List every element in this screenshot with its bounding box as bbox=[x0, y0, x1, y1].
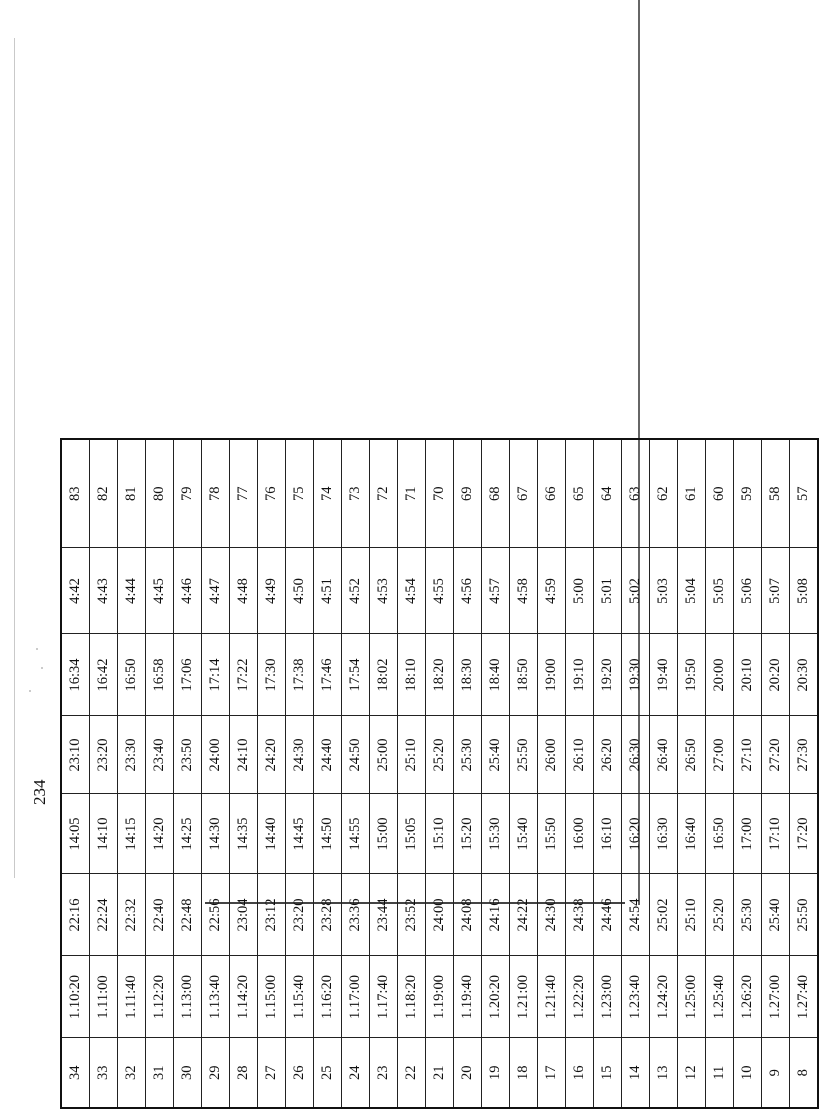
table-cell: 14:05 bbox=[61, 794, 90, 874]
table-cell: 1.15:00 bbox=[258, 956, 286, 1038]
table-cell: 14:50 bbox=[314, 794, 342, 874]
table-cell: 1.12:20 bbox=[146, 956, 174, 1038]
table-cell: 71 bbox=[398, 439, 426, 548]
scan-speck bbox=[29, 690, 31, 692]
table-cell: 25:50 bbox=[510, 716, 538, 794]
scan-edge-left bbox=[14, 38, 15, 878]
table-cell: 24:54 bbox=[622, 874, 650, 956]
table-cell: 33 bbox=[90, 1038, 118, 1108]
table-cell: 8 bbox=[790, 1038, 819, 1108]
table-cell: 26 bbox=[286, 1038, 314, 1108]
table-cell: 18:02 bbox=[370, 634, 398, 716]
table-cell: 4:44 bbox=[118, 548, 146, 634]
table-cell: 75 bbox=[286, 439, 314, 548]
table-cell: 15 bbox=[594, 1038, 622, 1108]
table-cell: 23:20 bbox=[286, 874, 314, 956]
table-cell: 28 bbox=[230, 1038, 258, 1108]
table-cell: 1.27:40 bbox=[790, 956, 819, 1038]
table-cell: 1.10:20 bbox=[61, 956, 90, 1038]
table-cell: 1.19:40 bbox=[454, 956, 482, 1038]
table-row bbox=[622, 439, 650, 1108]
table-cell: 68 bbox=[482, 439, 510, 548]
table-cell: 20:20 bbox=[762, 634, 790, 716]
table-cell: 18:50 bbox=[510, 634, 538, 716]
table-cell: 4:48 bbox=[230, 548, 258, 634]
table-cell: 23:44 bbox=[370, 874, 398, 956]
table-cell: 5:04 bbox=[678, 548, 706, 634]
table-cell: 25 bbox=[314, 1038, 342, 1108]
table-row bbox=[678, 439, 706, 1108]
table-cell: 25:10 bbox=[398, 716, 426, 794]
table-cell: 4:42 bbox=[61, 548, 90, 634]
table-cell: 19:30 bbox=[622, 634, 650, 716]
table-cell: 20:30 bbox=[790, 634, 819, 716]
table-row bbox=[650, 439, 678, 1108]
table-cell: 1.21:00 bbox=[510, 956, 538, 1038]
table-cell: 17:30 bbox=[258, 634, 286, 716]
table-cell: 24:30 bbox=[286, 716, 314, 794]
table-cell: 20:10 bbox=[734, 634, 762, 716]
table-cell: 27:10 bbox=[734, 716, 762, 794]
table-cell: 77 bbox=[230, 439, 258, 548]
table-cell: 1.14:20 bbox=[230, 956, 258, 1038]
table-cell: 21 bbox=[426, 1038, 454, 1108]
table-cell: 17:38 bbox=[286, 634, 314, 716]
table-cell: 17 bbox=[538, 1038, 566, 1108]
table-cell: 23:40 bbox=[146, 716, 174, 794]
table-row bbox=[258, 439, 286, 1108]
table-row bbox=[482, 439, 510, 1108]
table-cell: 72 bbox=[370, 439, 398, 548]
table-cell: 4:51 bbox=[314, 548, 342, 634]
rotated-page-content bbox=[30, 75, 811, 1080]
table-cell: 25:40 bbox=[762, 874, 790, 956]
table-cell: 5:08 bbox=[790, 548, 819, 634]
table-row bbox=[706, 439, 734, 1108]
table-cell: 22:40 bbox=[146, 874, 174, 956]
table-cell: 23 bbox=[370, 1038, 398, 1108]
table-cell: 25:30 bbox=[454, 716, 482, 794]
table-row bbox=[370, 439, 398, 1108]
table-cell: 27:20 bbox=[762, 716, 790, 794]
table-cell: 18:40 bbox=[482, 634, 510, 716]
table-cell: 18:20 bbox=[426, 634, 454, 716]
table-cell: 22:32 bbox=[118, 874, 146, 956]
table-cell: 4:43 bbox=[90, 548, 118, 634]
table-cell: 15:20 bbox=[454, 794, 482, 874]
table-cell: 81 bbox=[118, 439, 146, 548]
table-cell: 4:58 bbox=[510, 548, 538, 634]
table-cell: 1.16:20 bbox=[314, 956, 342, 1038]
table-cell: 4:59 bbox=[538, 548, 566, 634]
table-cell: 4:55 bbox=[426, 548, 454, 634]
table-cell: 57 bbox=[790, 439, 819, 548]
table-cell: 16:50 bbox=[118, 634, 146, 716]
table-cell: 67 bbox=[510, 439, 538, 548]
table-cell: 26:00 bbox=[538, 716, 566, 794]
table-cell: 58 bbox=[762, 439, 790, 548]
table-cell: 25:00 bbox=[370, 716, 398, 794]
table-cell: 1.22:20 bbox=[566, 956, 594, 1038]
table-cell: 4:54 bbox=[398, 548, 426, 634]
table-cell: 64 bbox=[594, 439, 622, 548]
table-cell: 24:08 bbox=[454, 874, 482, 956]
table-cell: 16:20 bbox=[622, 794, 650, 874]
table-cell: 10 bbox=[734, 1038, 762, 1108]
table-cell: 20:00 bbox=[706, 634, 734, 716]
table-cell: 17:46 bbox=[314, 634, 342, 716]
table-cell: 19:50 bbox=[678, 634, 706, 716]
table-cell: 16:50 bbox=[706, 794, 734, 874]
table-cell: 22 bbox=[398, 1038, 426, 1108]
table-row bbox=[90, 439, 118, 1108]
page-number: 234 bbox=[30, 779, 49, 805]
table-cell: 73 bbox=[342, 439, 370, 548]
table-cell: 15:10 bbox=[426, 794, 454, 874]
table-row bbox=[146, 439, 174, 1108]
table-row bbox=[174, 439, 202, 1108]
table-cell: 14:55 bbox=[342, 794, 370, 874]
table-cell: 1.27:00 bbox=[762, 956, 790, 1038]
table-cell: 25:20 bbox=[706, 874, 734, 956]
table-cell: 32 bbox=[118, 1038, 146, 1108]
scan-speck bbox=[36, 648, 38, 650]
table-cell: 17:14 bbox=[202, 634, 230, 716]
table-cell: 12 bbox=[678, 1038, 706, 1108]
table-cell: 23:20 bbox=[90, 716, 118, 794]
table-cell: 24:50 bbox=[342, 716, 370, 794]
table-cell: 1.18:20 bbox=[398, 956, 426, 1038]
table-cell: 23:04 bbox=[230, 874, 258, 956]
table-row bbox=[594, 439, 622, 1108]
table-cell: 31 bbox=[146, 1038, 174, 1108]
table-cell: 17:00 bbox=[734, 794, 762, 874]
table-cell: 78 bbox=[202, 439, 230, 548]
table-cell: 61 bbox=[678, 439, 706, 548]
table-cell: 4:45 bbox=[146, 548, 174, 634]
table-row bbox=[314, 439, 342, 1108]
table-cell: 4:56 bbox=[454, 548, 482, 634]
table-cell: 1.26:20 bbox=[734, 956, 762, 1038]
table-cell: 14:45 bbox=[286, 794, 314, 874]
table-cell: 83 bbox=[61, 439, 90, 548]
table-cell: 5:01 bbox=[594, 548, 622, 634]
table-cell: 80 bbox=[146, 439, 174, 548]
table-cell: 26:40 bbox=[650, 716, 678, 794]
table-cell: 74 bbox=[314, 439, 342, 548]
table-cell: 16:58 bbox=[146, 634, 174, 716]
table-cell: 20 bbox=[454, 1038, 482, 1108]
table-cell: 79 bbox=[174, 439, 202, 548]
table-cell: 14:25 bbox=[174, 794, 202, 874]
table-cell: 22:48 bbox=[174, 874, 202, 956]
table-cell: 23:10 bbox=[61, 716, 90, 794]
table-cell: 82 bbox=[90, 439, 118, 548]
table-cell: 18 bbox=[510, 1038, 538, 1108]
table-cell: 19:00 bbox=[538, 634, 566, 716]
table-cell: 24:00 bbox=[426, 874, 454, 956]
table-cell: 17:54 bbox=[342, 634, 370, 716]
table-cell: 24:10 bbox=[230, 716, 258, 794]
table-cell: 24:16 bbox=[482, 874, 510, 956]
table-cell: 23:50 bbox=[174, 716, 202, 794]
table-cell: 24:38 bbox=[566, 874, 594, 956]
table-cell: 5:02 bbox=[622, 548, 650, 634]
table-cell: 1.23:00 bbox=[594, 956, 622, 1038]
table-cell: 17:20 bbox=[790, 794, 819, 874]
table-cell: 15:05 bbox=[398, 794, 426, 874]
table-cell: 1.11:00 bbox=[90, 956, 118, 1038]
table-cell: 11 bbox=[706, 1038, 734, 1108]
table-cell: 24:40 bbox=[314, 716, 342, 794]
table-row bbox=[118, 439, 146, 1108]
table-cell: 17:22 bbox=[230, 634, 258, 716]
table-cell: 27:00 bbox=[706, 716, 734, 794]
table-cell: 17:10 bbox=[762, 794, 790, 874]
table-cell: 4:49 bbox=[258, 548, 286, 634]
table-cell: 65 bbox=[566, 439, 594, 548]
table-cell: 70 bbox=[426, 439, 454, 548]
table-cell: 76 bbox=[258, 439, 286, 548]
table-cell: 59 bbox=[734, 439, 762, 548]
table-cell: 25:02 bbox=[650, 874, 678, 956]
table-cell: 1.20:20 bbox=[482, 956, 510, 1038]
table-row bbox=[566, 439, 594, 1108]
table-cell: 62 bbox=[650, 439, 678, 548]
table-cell: 13 bbox=[650, 1038, 678, 1108]
table-cell: 24:22 bbox=[510, 874, 538, 956]
table-cell: 4:50 bbox=[286, 548, 314, 634]
table-row bbox=[734, 439, 762, 1108]
table-cell: 25:20 bbox=[426, 716, 454, 794]
table-cell: 16:42 bbox=[90, 634, 118, 716]
table-cell: 4:52 bbox=[342, 548, 370, 634]
table-cell: 26:20 bbox=[594, 716, 622, 794]
table-cell: 26:50 bbox=[678, 716, 706, 794]
table-cell: 4:46 bbox=[174, 548, 202, 634]
timetable bbox=[60, 438, 819, 1109]
table-cell: 1.17:00 bbox=[342, 956, 370, 1038]
table-cell: 23:36 bbox=[342, 874, 370, 956]
table-cell: 19 bbox=[482, 1038, 510, 1108]
table-cell: 16 bbox=[566, 1038, 594, 1108]
table-row bbox=[762, 439, 790, 1108]
table-cell: 23:52 bbox=[398, 874, 426, 956]
table-row bbox=[202, 439, 230, 1108]
table-cell: 25:30 bbox=[734, 874, 762, 956]
table-cell: 25:50 bbox=[790, 874, 819, 956]
table-cell: 27 bbox=[258, 1038, 286, 1108]
table-cell: 1.23:40 bbox=[622, 956, 650, 1038]
table-cell: 24:00 bbox=[202, 716, 230, 794]
table-cell: 30 bbox=[174, 1038, 202, 1108]
table-row bbox=[454, 439, 482, 1108]
table-cell: 63 bbox=[622, 439, 650, 548]
table-cell: 25:10 bbox=[678, 874, 706, 956]
table-cell: 5:00 bbox=[566, 548, 594, 634]
table-cell: 16:34 bbox=[61, 634, 90, 716]
table-cell: 19:40 bbox=[650, 634, 678, 716]
table-cell: 1.11:40 bbox=[118, 956, 146, 1038]
table-cell: 26:30 bbox=[622, 716, 650, 794]
table-cell: 14:30 bbox=[202, 794, 230, 874]
table-cell: 27:30 bbox=[790, 716, 819, 794]
table-cell: 17:06 bbox=[174, 634, 202, 716]
table-cell: 5:07 bbox=[762, 548, 790, 634]
table-cell: 1.13:40 bbox=[202, 956, 230, 1038]
table-cell: 69 bbox=[454, 439, 482, 548]
table-cell: 9 bbox=[762, 1038, 790, 1108]
table-cell: 15:00 bbox=[370, 794, 398, 874]
table-cell: 34 bbox=[61, 1038, 90, 1108]
table-cell: 23:30 bbox=[118, 716, 146, 794]
table-cell: 24:30 bbox=[538, 874, 566, 956]
table-cell: 14 bbox=[622, 1038, 650, 1108]
table-cell: 1.19:00 bbox=[426, 956, 454, 1038]
table-cell: 1.17:40 bbox=[370, 956, 398, 1038]
table-cell: 1.13:00 bbox=[174, 956, 202, 1038]
table-cell: 15:30 bbox=[482, 794, 510, 874]
table-row bbox=[790, 439, 819, 1108]
table-row bbox=[426, 439, 454, 1108]
table-row bbox=[510, 439, 538, 1108]
table-cell: 14:35 bbox=[230, 794, 258, 874]
table-row bbox=[61, 439, 90, 1108]
table-cell: 4:47 bbox=[202, 548, 230, 634]
table-cell: 24:46 bbox=[594, 874, 622, 956]
table-cell: 18:10 bbox=[398, 634, 426, 716]
table-cell: 26:10 bbox=[566, 716, 594, 794]
table-cell: 23:12 bbox=[258, 874, 286, 956]
table-cell: 14:10 bbox=[90, 794, 118, 874]
table-cell: 18:30 bbox=[454, 634, 482, 716]
table-cell: 5:03 bbox=[650, 548, 678, 634]
scan-speck bbox=[41, 667, 43, 669]
table-cell: 1.25:40 bbox=[706, 956, 734, 1038]
table-cell: 23:28 bbox=[314, 874, 342, 956]
table-cell: 14:20 bbox=[146, 794, 174, 874]
table-cell: 1.25:00 bbox=[678, 956, 706, 1038]
table-cell: 5:06 bbox=[734, 548, 762, 634]
table-cell: 60 bbox=[706, 439, 734, 548]
table-row bbox=[538, 439, 566, 1108]
table-cell: 16:30 bbox=[650, 794, 678, 874]
table-cell: 24 bbox=[342, 1038, 370, 1108]
table-row bbox=[230, 439, 258, 1108]
table-cell: 4:57 bbox=[482, 548, 510, 634]
table-cell: 22:56 bbox=[202, 874, 230, 956]
table-cell: 16:40 bbox=[678, 794, 706, 874]
table-cell: 1.21:40 bbox=[538, 956, 566, 1038]
table-cell: 66 bbox=[538, 439, 566, 548]
table-cell: 29 bbox=[202, 1038, 230, 1108]
table-cell: 19:10 bbox=[566, 634, 594, 716]
table-cell: 1.15:40 bbox=[286, 956, 314, 1038]
table-cell: 5:05 bbox=[706, 548, 734, 634]
table-cell: 16:10 bbox=[594, 794, 622, 874]
table-cell: 19:20 bbox=[594, 634, 622, 716]
table-cell: 25:40 bbox=[482, 716, 510, 794]
timetable-body bbox=[61, 439, 818, 1108]
table-cell: 15:50 bbox=[538, 794, 566, 874]
table-cell: 14:15 bbox=[118, 794, 146, 874]
table-cell: 22:24 bbox=[90, 874, 118, 956]
table-cell: 14:40 bbox=[258, 794, 286, 874]
table-row bbox=[286, 439, 314, 1108]
table-cell: 22:16 bbox=[61, 874, 90, 956]
table-cell: 1.24:20 bbox=[650, 956, 678, 1038]
table-row bbox=[398, 439, 426, 1108]
table-cell: 16:00 bbox=[566, 794, 594, 874]
table-cell: 15:40 bbox=[510, 794, 538, 874]
table-row bbox=[342, 439, 370, 1108]
table-cell: 24:20 bbox=[258, 716, 286, 794]
table-cell: 4:53 bbox=[370, 548, 398, 634]
